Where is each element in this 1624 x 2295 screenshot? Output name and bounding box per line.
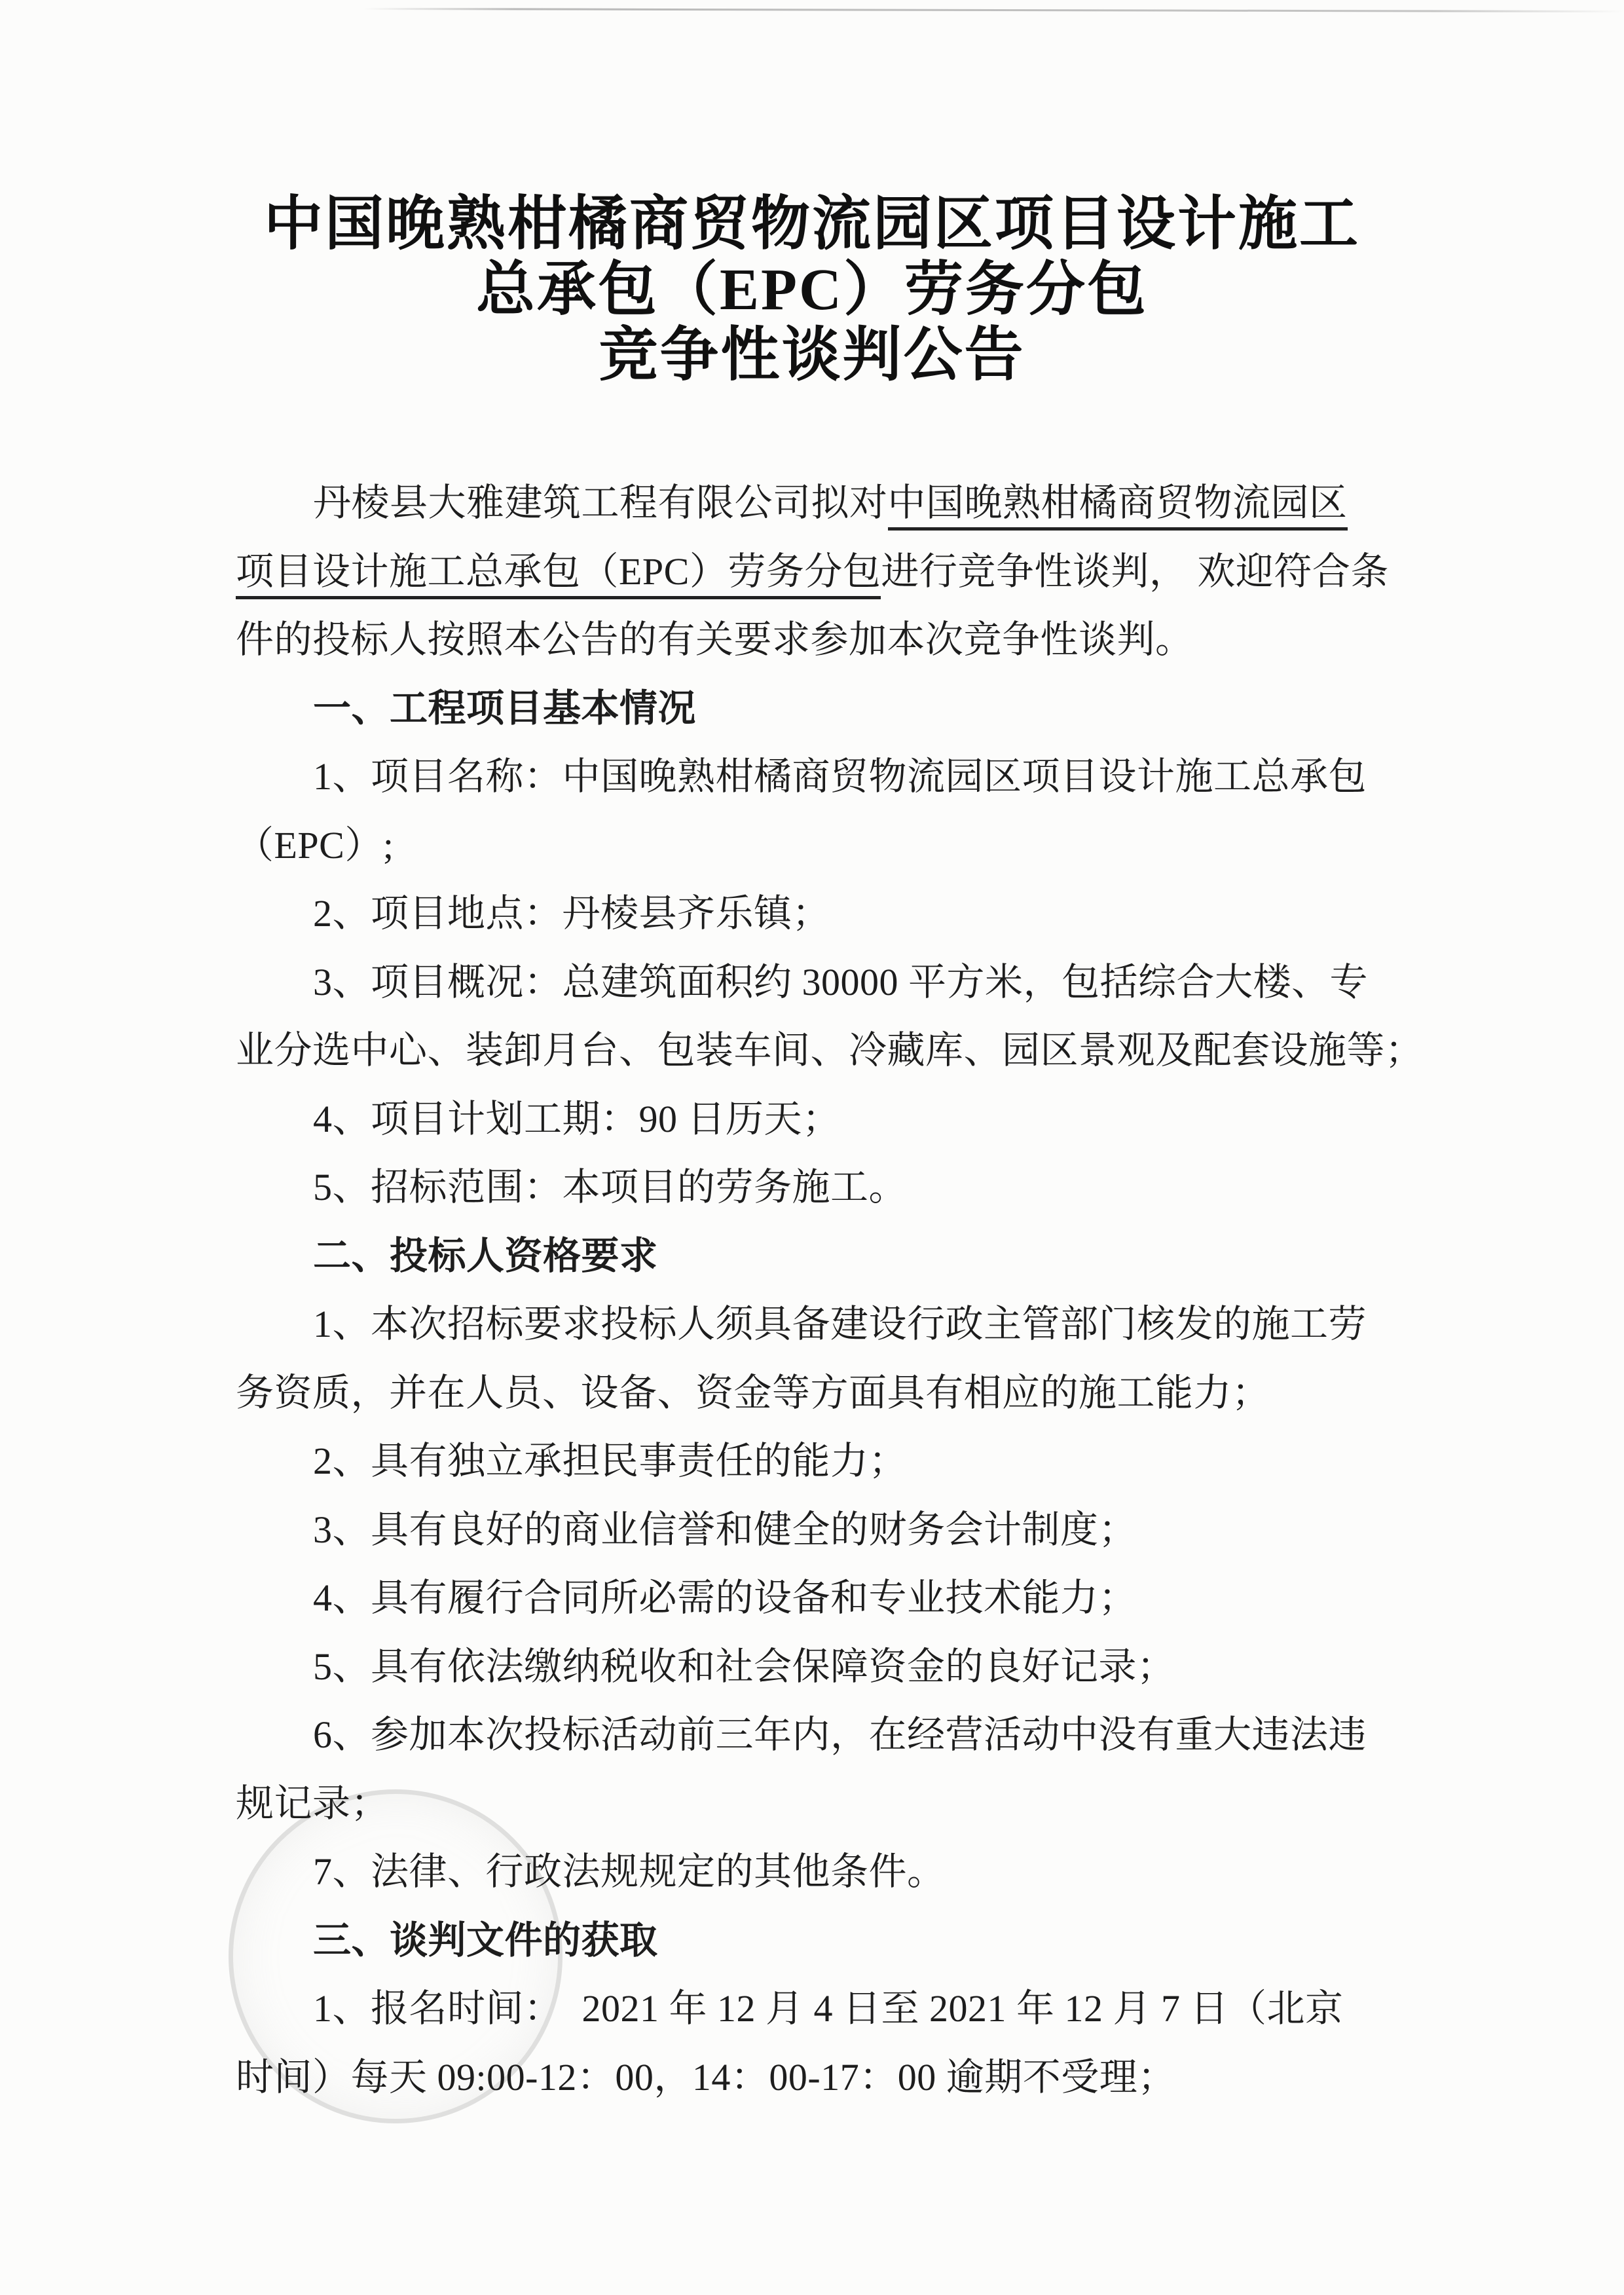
text-segment: 1、报名时间： 2021 年 12 月 4 日至 2021 年 12 月 7 日（北京 bbox=[313, 1987, 1344, 2030]
text-segment: 一、工程项目基本情况 bbox=[313, 686, 697, 730]
text-segment: 进行竞争性谈判， 欢迎符合条 bbox=[881, 550, 1389, 593]
text-line bbox=[236, 1496, 1422, 1565]
text-segment: 4、具有履行合同所必需的设备和专业技术能力； bbox=[313, 1577, 1137, 1619]
text-segment: 3、项目概况：总建筑面积约 30000 平方米，包括综合大楼、专 bbox=[313, 960, 1369, 1003]
text-line bbox=[236, 1838, 1422, 1907]
text-line bbox=[236, 743, 1422, 812]
text-line bbox=[236, 1564, 1422, 1633]
text-line bbox=[236, 948, 1422, 1017]
scanner-artifact-line bbox=[363, 8, 1624, 12]
title-line-3: 竞争性谈判公告 bbox=[599, 323, 1025, 388]
section-heading-line bbox=[236, 1222, 1422, 1291]
text-line bbox=[236, 1975, 1422, 2043]
text-segment: 5、具有依法缴纳税收和社会保障资金的良好记录； bbox=[313, 1645, 1175, 1688]
text-line bbox=[236, 606, 1422, 675]
text-segment: 业分选中心、装卸月台、包装车间、冷藏库、园区景观及配套设施等； bbox=[236, 1029, 1424, 1072]
text-segment: 2、项目地点：丹棱县齐乐镇； bbox=[313, 892, 831, 935]
text-line bbox=[236, 1153, 1422, 1222]
text-line bbox=[236, 469, 1422, 538]
text-line bbox=[236, 1085, 1422, 1154]
text-segment: （EPC）; bbox=[236, 823, 394, 867]
text-line bbox=[236, 1770, 1422, 1838]
section-heading-line bbox=[236, 675, 1422, 743]
document-title bbox=[0, 192, 1624, 388]
text-segment: 4、项目计划工期：90 日历天； bbox=[313, 1097, 841, 1140]
text-line bbox=[236, 538, 1422, 606]
text-line bbox=[236, 812, 1422, 880]
underlined-text: 项目设计施工总承包（EPC）劳务分包 bbox=[236, 550, 881, 599]
section-heading-line bbox=[236, 1907, 1422, 1975]
text-line bbox=[236, 1701, 1422, 1770]
text-segment: 2、具有独立承担民事责任的能力； bbox=[313, 1440, 908, 1482]
title-line-1: 中国晚熟柑橘商贸物流园区项目设计施工 bbox=[264, 192, 1360, 257]
text-segment: 7、法律、行政法规规定的其他条件。 bbox=[313, 1850, 946, 1893]
document-body bbox=[236, 469, 1422, 2112]
text-segment: 规记录； bbox=[236, 1782, 390, 1825]
text-segment: 务资质，并在人员、设备、资金等方面具有相应的施工能力； bbox=[236, 1371, 1270, 1414]
title-line-2: 总承包（EPC）劳务分包 bbox=[476, 257, 1148, 322]
text-line bbox=[236, 1017, 1422, 1085]
text-segment: 5、招标范围：本项目的劳务施工。 bbox=[313, 1166, 908, 1208]
text-line bbox=[236, 1633, 1422, 1702]
text-segment: 3、具有良好的商业信誉和健全的财务会计制度； bbox=[313, 1508, 1137, 1551]
text-line bbox=[236, 2043, 1422, 2112]
text-line bbox=[236, 1427, 1422, 1496]
text-segment: 二、投标人资格要求 bbox=[313, 1234, 658, 1277]
text-line bbox=[236, 1290, 1422, 1359]
text-segment: 件的投标人按照本公告的有关要求参加本次竞争性谈判。 bbox=[236, 618, 1194, 661]
text-segment: 6、参加本次投标活动前三年内，在经营活动中没有重大违法违 bbox=[313, 1713, 1367, 1756]
underlined-text: 中国晚熟柑橘商贸物流园区 bbox=[888, 481, 1348, 531]
text-segment: 丹棱县大雅建筑工程有限公司拟对 bbox=[313, 481, 888, 524]
text-segment: 三、谈判文件的获取 bbox=[313, 1918, 658, 1962]
text-segment: 1、项目名称：中国晚熟柑橘商贸物流园区项目设计施工总承包 bbox=[313, 755, 1367, 798]
text-segment: 时间）每天 09:00-12：00，14：00-17：00 逾期不受理； bbox=[236, 2055, 1176, 2099]
text-line bbox=[236, 880, 1422, 948]
text-line bbox=[236, 1359, 1422, 1428]
text-segment: 1、本次招标要求投标人须具备建设行政主管部门核发的施工劳 bbox=[313, 1303, 1367, 1345]
